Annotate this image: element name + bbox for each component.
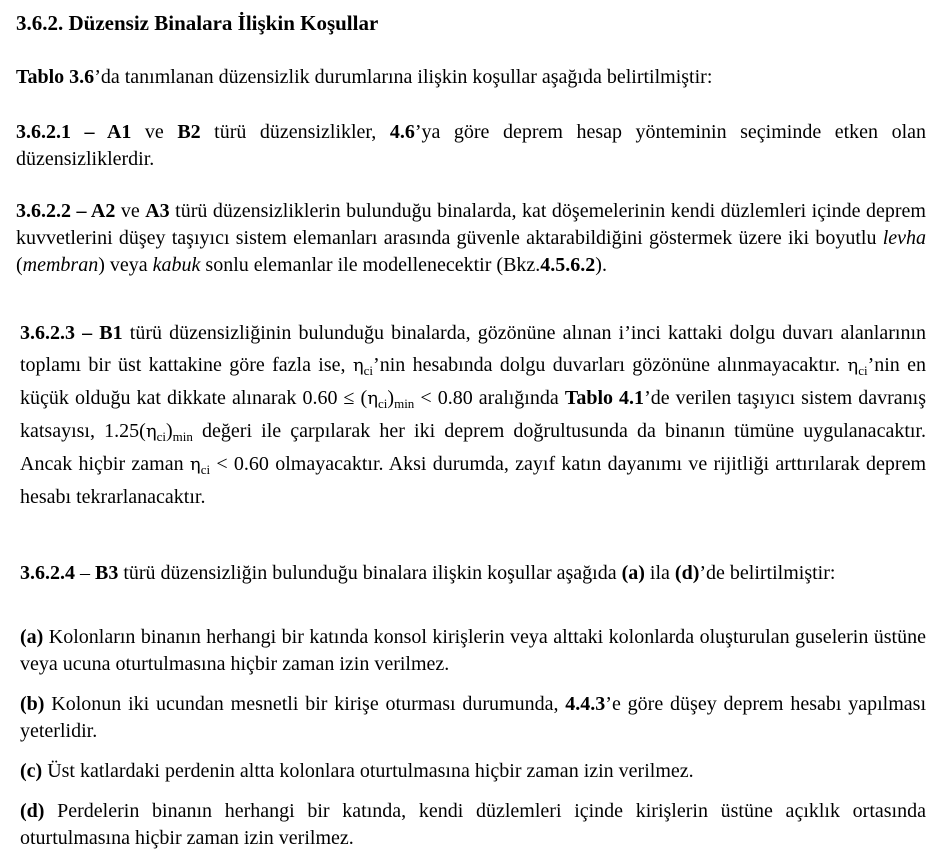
eta-symbol: η	[352, 355, 364, 376]
table-reference: Tablo 3.6	[16, 66, 95, 88]
eta-symbol: η	[847, 355, 859, 376]
formula-limit: $\eta_{ci} < 0.60$	[189, 453, 269, 477]
list-item-b: (b) Kolonun iki ucundan mesnetli bir kirişe oturması durumunda, 4.4.3’e göre düşey deprem hesabı yapılması yeterlidir.	[20, 693, 927, 742]
paragraph-3-6-2-1: 3.6.2.1 – A1 ve B2 türü düzensizlikler, 4.6’ya göre deprem hesap yönteminin seçiminde etken olan düzensizliklerdir.	[16, 121, 926, 170]
section-heading: 3.6.2. Düzensiz Binalara İlişkin Koşullar	[16, 11, 379, 35]
paragraph-3-6-2-2: 3.6.2.2 – A2 ve A3 türü düzensizliklerin bulunduğu binalarda, kat döşemelerinin kendi düzlemleri içinde deprem kuvvetlerini düşey taşıyıcı sistem elemanları arasında güvenle aktarabildiğini göstermek üzere iki boyutlu levha (membran) veya kabuk sonlu elemanlar ile modellenecektir (Bkz.4.5.6.2).	[16, 200, 926, 276]
formula-range: $0.60 \le (\eta_{ci})_{min} < 0.80$	[302, 387, 473, 411]
formula-factor: $1.25(\eta_{ci})_{min}$	[104, 420, 193, 444]
paragraph-3-6-2-3: 3.6.2.3 – B1 türü düzensizliğinin bulunduğu binalarda, gözönüne alınan i’inci kattaki dolgu duvarı alanlarının toplamı bir üst kattakine göre fazla ise, $\eta_{ci}’nin$ hesabında dolgu duvarları gözönüne alınmayacaktır. $\eta_{ci}’nin$ en küçük olduğu kat dikkate alınarak $0.60 \le (\eta_{ci})_{min} < 0.80$ aralığında Tablo 4.1’de verilen taşıyıcı sistem davranış katsayısı, $1.25(\eta_{ci})_{min}$ değeri ile çarpılarak her iki deprem doğrultusunda da binanın tümüne uygulanacaktır. Ancak hiçbir zaman $\eta_{ci} < 0.60$ olmayacaktır. Aksi durumda, zayıf katın dayanımı ve rijitliği arttırılarak deprem hesabı tekrarlanacaktır.	[20, 322, 927, 508]
paragraph-3-6-2-4: 3.6.2.4 – B3 türü düzensizliğin bulunduğu binalara ilişkin koşullar aşağıda (a) ila (d)’de belirtilmiştir:	[20, 562, 836, 584]
list-item-a: (a) Kolonların binanın herhangi bir katında konsol kirişlerin veya alttaki kolonlarda oluşturulan guselerin üstüne veya ucuna oturtulmasına hiçbir zaman izin verilmez.	[20, 626, 926, 675]
intro-paragraph: Tablo 3.6’da tanımlanan düzensizlik durumlarına ilişkin koşullar aşağıda belirtilmiştir:	[16, 66, 713, 88]
list-item-d: (d) Perdelerin binanın herhangi bir katında, kendi düzlemleri içinde kirişlerin üstüne açıklık ortasında oturtulmasına hiçbir zaman izin verilmez.	[20, 800, 926, 849]
list-item-c: (c) Üst katlardaki perdenin altta kolonlara oturtulmasına hiçbir zaman izin verilmez.	[20, 760, 694, 782]
